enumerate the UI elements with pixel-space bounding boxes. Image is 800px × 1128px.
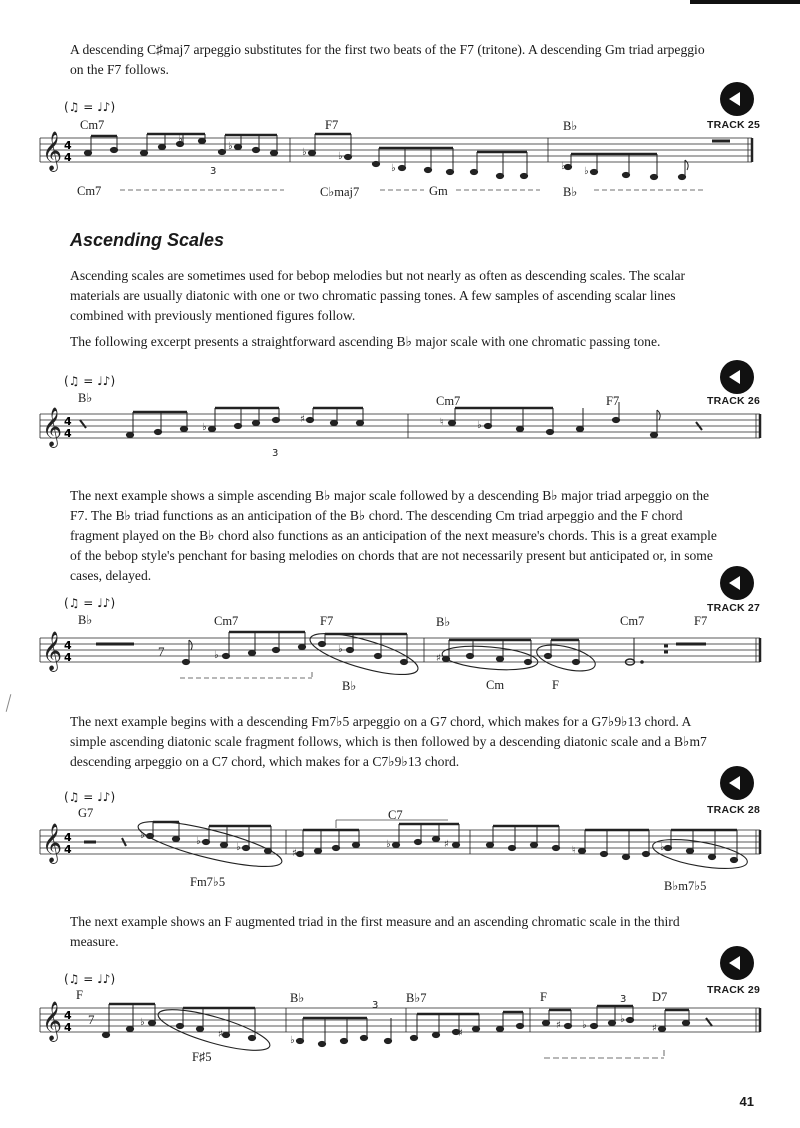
chord-symbol: B♭ [342, 679, 357, 693]
svg-text:♭: ♭ [214, 650, 219, 661]
chord-symbol: B♭ [436, 615, 451, 629]
svg-text:♯: ♯ [292, 848, 297, 859]
swing-marking: (♫ = ♩♪) [64, 972, 116, 986]
chord-symbol: F7 [320, 614, 334, 628]
chord-symbol: Cm7 [436, 394, 461, 408]
chord-symbol: B♭ [78, 613, 93, 627]
svg-text:♭: ♭ [140, 1017, 145, 1028]
chord-symbol: B♭ [563, 185, 578, 199]
swing-marking: (♫ = ♩♪) [64, 100, 116, 114]
svg-text:♯: ♯ [300, 414, 305, 425]
chord-symbol: F [540, 990, 547, 1004]
paragraph: Ascending scales are sometimes used for bebop melodies but not nearly as often as descending scales. The scalar materials are usually diatonic with one or two chromatic passing tones. A few samples of ascending scalar lines combined with previously mentioned figures follow. [70, 268, 686, 323]
section-heading: Ascending Scales [70, 230, 225, 250]
chord-symbol: F7 [606, 394, 620, 408]
treble-clef-icon: 𝄞 [42, 823, 63, 863]
chord-symbol: D7 [652, 990, 668, 1004]
speaker-icon [720, 766, 754, 800]
track-label: TRACK 25 [707, 119, 760, 131]
music-example-track-25 [0, 96, 800, 206]
svg-text:♭: ♭ [140, 830, 145, 841]
chord-symbol: B♭7 [406, 991, 427, 1005]
chord-symbol: F [76, 988, 83, 1002]
svg-text:♭: ♭ [338, 644, 343, 655]
chord-symbol: B♭ [563, 119, 578, 133]
svg-text:3: 3 [210, 166, 217, 177]
svg-text:♯: ♯ [218, 1029, 223, 1040]
chord-symbol: F [552, 678, 559, 692]
top-rule [690, 0, 800, 4]
svg-text:♭: ♭ [202, 422, 207, 433]
svg-text:4: 4 [64, 1009, 72, 1022]
svg-text:♭: ♭ [561, 161, 566, 172]
svg-text:4: 4 [64, 139, 72, 152]
paragraph: The next example begins with a descending Fm7♭5 arpeggio on a G7 chord, which makes for a G7♭9♭13 chord. A simple ascending diatonic scale fragment follows, which is then followed by a descending diatonic scale and a B♭m7 descending arpeggio on a C7 chord, which makes for a C7♭9♭13 chord. [70, 714, 707, 769]
music-staff [0, 372, 800, 462]
paragraph: The next example shows an F augmented triad in the first measure and an ascending chromatic scale in the third measure. [70, 914, 680, 949]
speaker-icon [720, 566, 754, 600]
swing-marking: (♫ = ♩♪) [64, 596, 116, 610]
chord-symbol: F7 [694, 614, 708, 628]
music-staff [0, 972, 800, 1072]
svg-text:♮: ♮ [572, 845, 576, 856]
speaker-icon [720, 360, 754, 394]
svg-text:♯: ♯ [556, 1020, 561, 1031]
svg-text:♮: ♮ [440, 417, 444, 428]
chord-symbol: Cm7 [80, 118, 105, 132]
svg-text:♯: ♯ [436, 653, 441, 664]
svg-text:4: 4 [64, 1021, 72, 1034]
treble-clef-icon: 𝄞 [42, 407, 63, 447]
notes-bar-3 [564, 141, 730, 180]
intro-paragraph: A descending C♯maj7 arpeggio substitutes for the first two beats of the F7 (tritone). A descending Gm triad arpeggio on the F7 follows. [70, 42, 705, 77]
chord-symbol: Cm7 [77, 184, 102, 198]
speaker-icon [720, 82, 754, 116]
music-example-track-28 [0, 788, 800, 898]
svg-text:♯: ♯ [458, 1028, 463, 1039]
treble-clef-icon: 𝄞 [42, 631, 63, 671]
svg-text:♭: ♭ [178, 134, 183, 145]
svg-text:♯: ♯ [444, 839, 449, 850]
svg-text:4: 4 [64, 639, 72, 652]
chord-symbol: Cm7 [620, 614, 645, 628]
margin-mark [6, 694, 12, 712]
treble-clef-icon: 𝄞 [42, 1001, 63, 1041]
chord-symbol: Cm7 [214, 614, 239, 628]
svg-text:3: 3 [372, 1000, 379, 1011]
svg-text:♭: ♭ [660, 842, 665, 853]
chord-symbol: B♭m7♭5 [664, 879, 707, 893]
svg-text:♭: ♭ [582, 1020, 587, 1031]
music-example-track-26 [0, 372, 800, 462]
chord-symbol: Cm [486, 678, 505, 692]
paragraph: The next example shows a simple ascending B♭ major scale followed by a descending B♭ major triad arpeggio on the F7. The B♭ triad functions as an anticipation of the B♭ chord. The descending Cm triad arpeggio and the F chord fragment played on the B♭ chord also functions as an anticipation of the next measure's chords. This is a great example of the bebop style's penchant for basing melodies on chords that are not necessarily present but anticipated or, in some cases, delayed. [70, 488, 717, 583]
svg-text:♭: ♭ [386, 839, 391, 850]
track-label: TRACK 26 [707, 395, 760, 407]
svg-text:♭: ♭ [302, 147, 307, 158]
svg-text:♭: ♭ [391, 163, 396, 174]
svg-text:4: 4 [64, 427, 72, 440]
music-example-track-29 [0, 972, 800, 1072]
track-label: TRACK 28 [707, 804, 760, 816]
chord-symbol: B♭ [290, 991, 305, 1005]
chord-symbol: C♭maj7 [320, 185, 360, 199]
svg-text:♭: ♭ [584, 166, 589, 177]
music-staff [0, 596, 800, 696]
track-label: TRACK 29 [707, 984, 760, 996]
svg-text:♭: ♭ [620, 1014, 625, 1025]
chord-symbol: F♯5 [192, 1050, 212, 1064]
swing-marking: (♫ = ♩♪) [64, 790, 116, 804]
svg-text:♯: ♯ [652, 1023, 657, 1034]
chord-symbol: Gm [429, 184, 448, 198]
chord-symbol: Fm7♭5 [190, 875, 226, 889]
chord-symbol: B♭ [78, 391, 93, 405]
svg-text:♭: ♭ [477, 420, 482, 431]
svg-text:♭: ♭ [196, 836, 201, 847]
svg-text:4: 4 [64, 651, 72, 664]
svg-text:♭: ♭ [338, 151, 343, 162]
svg-text:♭: ♭ [236, 842, 241, 853]
svg-text:3: 3 [620, 994, 627, 1005]
track-label: TRACK 27 [707, 602, 760, 614]
svg-text:4: 4 [64, 843, 72, 856]
svg-text:♭: ♭ [228, 141, 233, 152]
chord-symbol: G7 [78, 806, 94, 820]
svg-text:4: 4 [64, 415, 72, 428]
svg-text:4: 4 [64, 151, 72, 164]
speaker-icon [720, 946, 754, 980]
svg-text:4: 4 [64, 831, 72, 844]
svg-text:7: 7 [158, 644, 165, 659]
svg-text:7: 7 [88, 1012, 95, 1027]
svg-text:♭: ♭ [290, 1035, 295, 1046]
treble-clef-icon: 𝄞 [42, 131, 63, 171]
music-staff [0, 96, 800, 206]
swing-marking: (♫ = ♩♪) [64, 374, 116, 388]
music-example-track-27 [0, 596, 800, 696]
svg-text:3: 3 [272, 448, 279, 459]
paragraph: The following excerpt presents a straightforward ascending B♭ major scale with one chromatic passing tone. [70, 334, 661, 349]
chord-symbol: F7 [325, 118, 339, 132]
page-number: 41 [739, 1094, 754, 1109]
chord-symbol: C7 [388, 808, 403, 822]
